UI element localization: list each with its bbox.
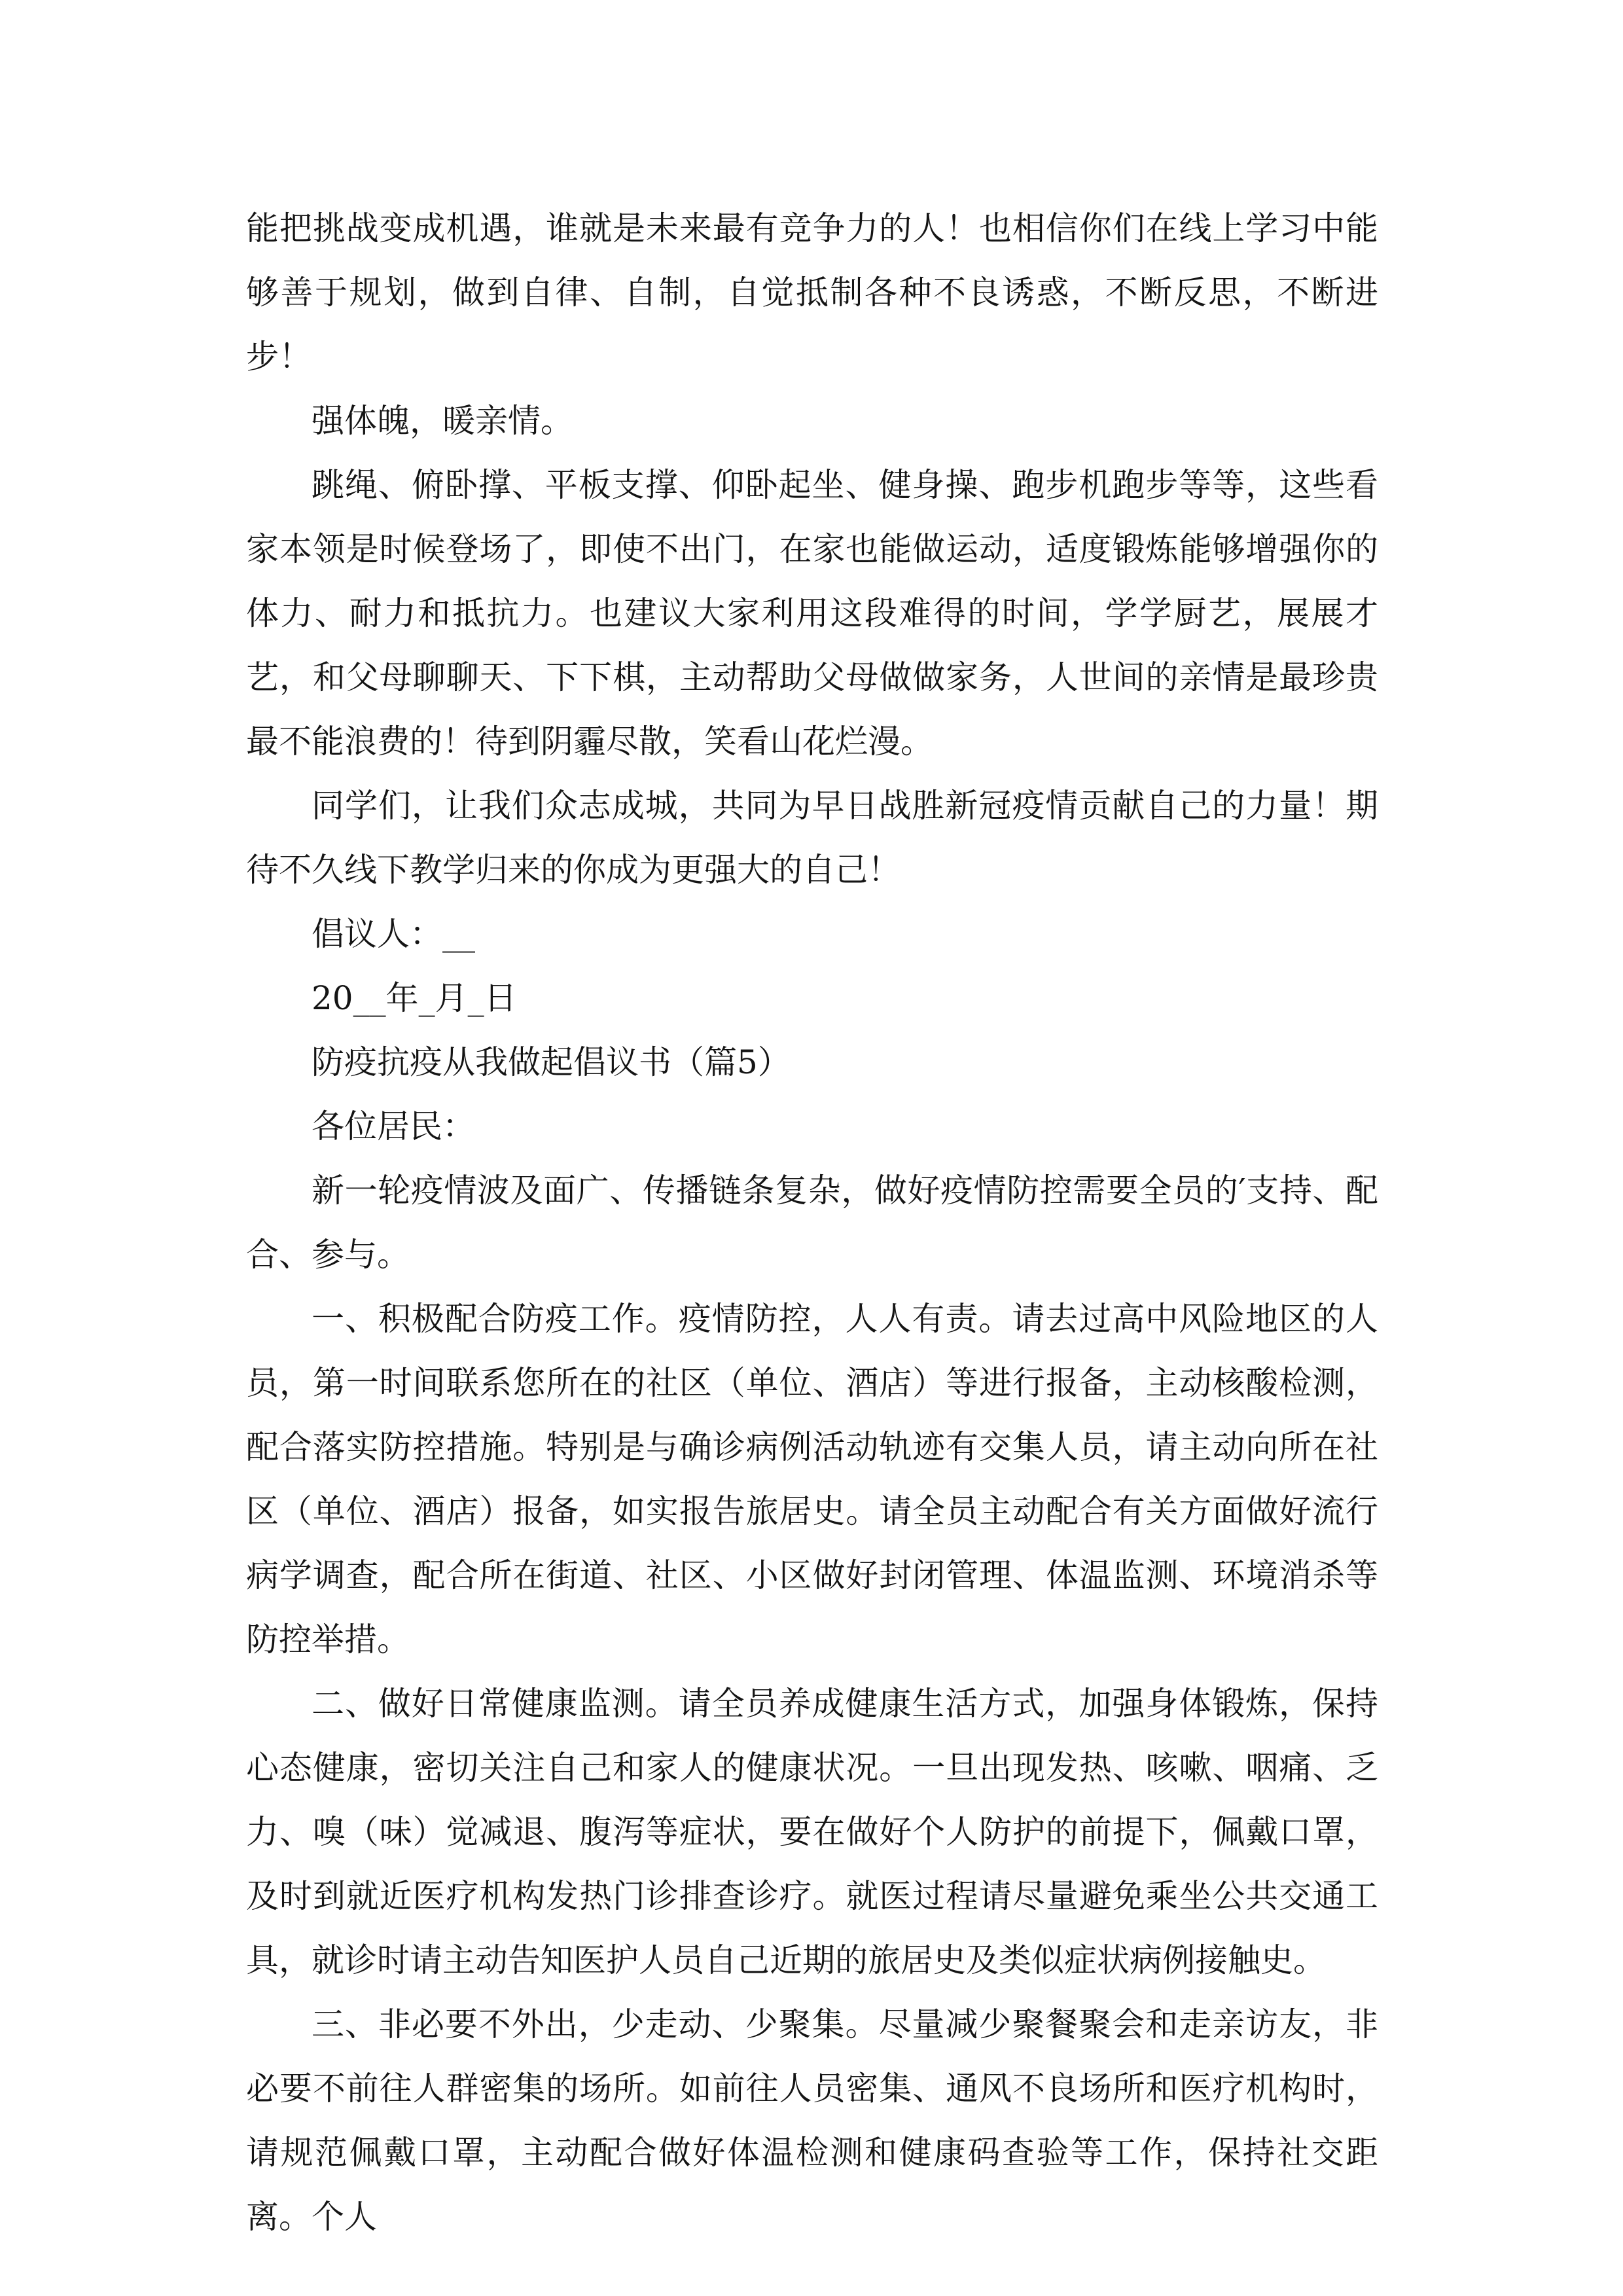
paragraph-item-2: 二、做好日常健康监测。请全员养成健康生活方式，加强身体锻炼，保持心态健康，密切关注自己和家人的健康状况。一旦出现发热、咳嗽、咽痛、乏力、嗅（味）觉减退、腹泻等症状，要在做好个人防护的前提下，佩戴口罩，及时到就近医疗机构发热门诊排查诊疗。就医过程请尽量避免乘坐公共交通工具，就诊时请主动告知医护人员自己近期的旅居史及类似症状病例接触史。 [246, 1685, 1378, 1979]
paragraph-exercise-family: 跳绳、俯卧撑、平板支撑、仰卧起坐、健身操、跑步机跑步等等，这些看家本领是时候登场了，即使不出门，在家也能做运动，适度锻炼能够增强你的体力、耐力和抵抗力。也建议大家利用这段难得的时间，学学厨艺，展展才艺，和父母聊聊天、下下棋，主动帮助父母做做家务，人世间的亲情是最珍贵最不能浪费的！待到阴霾尽散，笑看山花烂漫。 [246, 466, 1378, 761]
paragraph-challenge-opportunity: 能把挑战变成机遇，谁就是未来最有竞争力的人！也相信你们在线上学习中能够善于规划，做到自律、自制，自觉抵制各种不良诱惑，不断反思，不断进步！ [246, 209, 1378, 376]
paragraph-item-3: 三、非必要不外出，少走动、少聚集。尽量减少聚餐聚会和走亲访友，非必要不前往人群密集的场所。如前往人员密集、通风不良场所和医疗机构时，请规范佩戴口罩，主动配合做好体温检测和健康码查验等工作，保持社交距离。个人 [246, 2005, 1378, 2236]
document-page [246, 196, 1378, 2249]
paragraph-initiator: 倡议人：__ [312, 915, 475, 953]
paragraph-date: 20__年_月_日 [312, 979, 517, 1017]
paragraph-intro: 新一轮疫情波及面广、传播链条复杂，做好疫情防控需要全员的′支持、配合、参与。 [246, 1172, 1378, 1274]
paragraph-students-call: 同学们，让我们众志成城，共同为早日战胜新冠疫情贡献自己的力量！期待不久线下教学归来的你成为更强大的自己！ [246, 787, 1378, 889]
paragraph-item-1: 一、积极配合防疫工作。疫情防控，人人有责。请去过高中风险地区的人员，第一时间联系您所在的社区（单位、酒店）等进行报备，主动核酸检测，配合落实防控措施。特别是与确诊病例活动轨迹有交集人员，请主动向所在社区（单位、酒店）报备，如实报告旅居史。请全员主动配合有关方面做好流行病学调查，配合所在街道、社区、小区做好封闭管理、体温监测、环境消杀等防控举措。 [246, 1300, 1378, 1659]
section-title: 防疫抗疫从我做起倡议书（篇5） [312, 1043, 791, 1081]
paragraph-salutation: 各位居民： [312, 1107, 475, 1145]
paragraph-strengthen-body-heading: 强体魄，暖亲情。 [312, 402, 573, 440]
